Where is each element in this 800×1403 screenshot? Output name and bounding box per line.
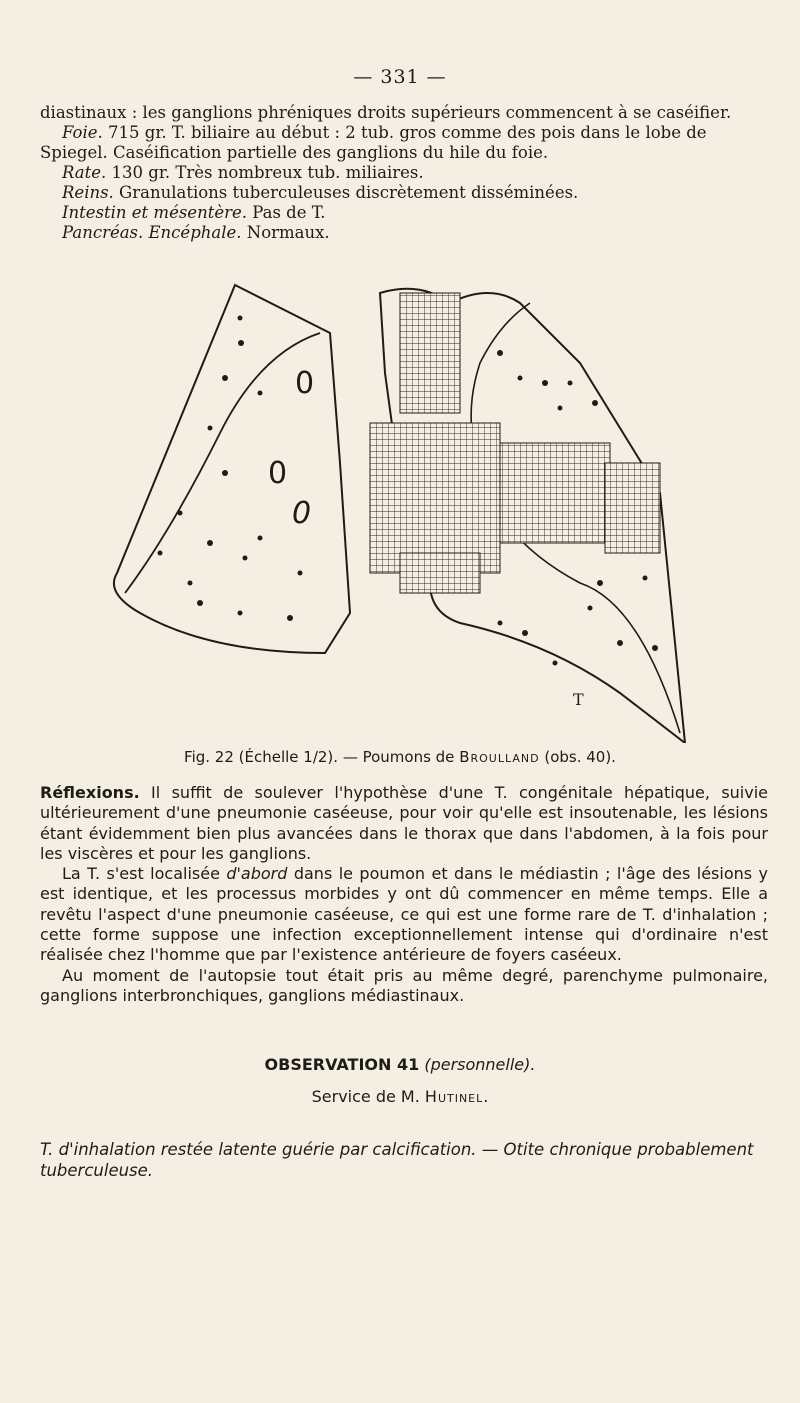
hatched-lesion-middle: [500, 443, 610, 543]
reflexions-paragraph-1: [40, 783, 768, 864]
observation-title: [0, 1055, 800, 1074]
reflexions-paragraph-2: [40, 864, 768, 965]
pancreas-line: [40, 223, 768, 243]
ganglion-marker: 0: [292, 496, 312, 531]
reflexions-emphasis: d'abord: [226, 864, 288, 884]
right-lung-fissure: [125, 333, 320, 593]
observation-type: (personnelle).: [419, 1055, 536, 1074]
right-lung-outline: [114, 285, 350, 653]
caption-main: Fig. 22 (Échelle 1/2). — Poumons de: [184, 748, 460, 766]
autopsy-findings: [40, 103, 768, 243]
foie-text: 715 gr. T. biliaire au début : 2 tub. gros comme des pois dans le lobe de Spiegel. Caséification partielle des ganglions du hile du foie.: [40, 123, 707, 162]
figure-caption: [0, 748, 800, 766]
reins-label: Reins.: [62, 183, 114, 202]
caption-patient-name: Broulland: [459, 748, 540, 766]
rate-line: [40, 163, 768, 183]
pancreas-label: Pancréas. Encéphale.: [62, 223, 242, 242]
hatched-lesion-hilar: [370, 423, 500, 573]
reflexions-text-2a: La T. s'est localisée: [62, 864, 227, 884]
trachea-marker: T: [573, 690, 584, 709]
ganglion-marker: 0: [295, 366, 315, 401]
caption-end: (obs. 40).: [539, 748, 616, 766]
observation-service: [0, 1087, 800, 1106]
service-end: .: [483, 1087, 489, 1106]
reflexions-text-1: Il suffit de soulever l'hypothèse d'une T. congénitale hépatique, suivie ultérieurement d'une pneumonie caséeuse, pour voir qu'elle est insoutenable, les lésions étant évidemment bien plus avancées dans le thorax que dans l'abdomen, à la fois pour les viscères et pour les ganglions.: [40, 783, 768, 863]
intestin-label: Intestin et mésentère.: [62, 203, 247, 222]
reflexions-label: Réflexions.: [40, 783, 140, 802]
page-number: — 331 —: [353, 66, 447, 88]
rate-label: Rate.: [62, 163, 107, 182]
ganglion-marker: 0: [268, 456, 288, 491]
service-name: Hutinel: [424, 1087, 484, 1106]
reflexions-section: [40, 783, 768, 1006]
observation-number: OBSERVATION 41: [264, 1055, 420, 1074]
intestin-line: [40, 203, 768, 223]
hatched-lesion-lateral: [605, 463, 660, 553]
foie-line: [40, 123, 768, 163]
service-prefix: Service de M.: [311, 1087, 425, 1106]
reins-text: Granulations tuberculeuses discrètement disséminées.: [113, 183, 579, 202]
reins-line: [40, 183, 768, 203]
pancreas-text: Normaux.: [241, 223, 330, 242]
hatched-lesion-lower: [400, 553, 480, 593]
lungs-figure: [100, 283, 700, 743]
reflexions-text-2b: dans le poumon et dans le médiastin ; l'âge des lésions y est identique, et les processus morbides y ont dû commencer en même temps. Elle a revêtu l'aspect d'une pneumonie caséeuse, ce qui est une forme rare de T. d'inhalation ; cette forme suppose une infection exceptionnellement intense qui d'ordinaire n'est réalisée chez l'homme que par l'existence antérieure de foyers caséeux.: [40, 864, 768, 965]
reflexions-paragraph-3: Au moment de l'autopsie tout était pris au même degré, parenchyme pulmonaire, ganglions interbronchiques, ganglions médiastinaux.: [40, 965, 768, 1005]
observation-subtitle: T. d'inhalation restée latente guérie par calcification. — Otite chronique probablement tuberculeuse.: [40, 1139, 754, 1180]
intro-paragraph: diastinaux : les ganglions phréniques droits supérieurs commencent à se caséifier.: [40, 103, 732, 122]
intestin-text: Pas de T.: [247, 203, 326, 222]
rate-text: 130 gr. Très nombreux tub. miliaires.: [106, 163, 424, 182]
hatched-lesion-upper: [400, 293, 460, 413]
foie-label: Foie.: [62, 123, 103, 142]
